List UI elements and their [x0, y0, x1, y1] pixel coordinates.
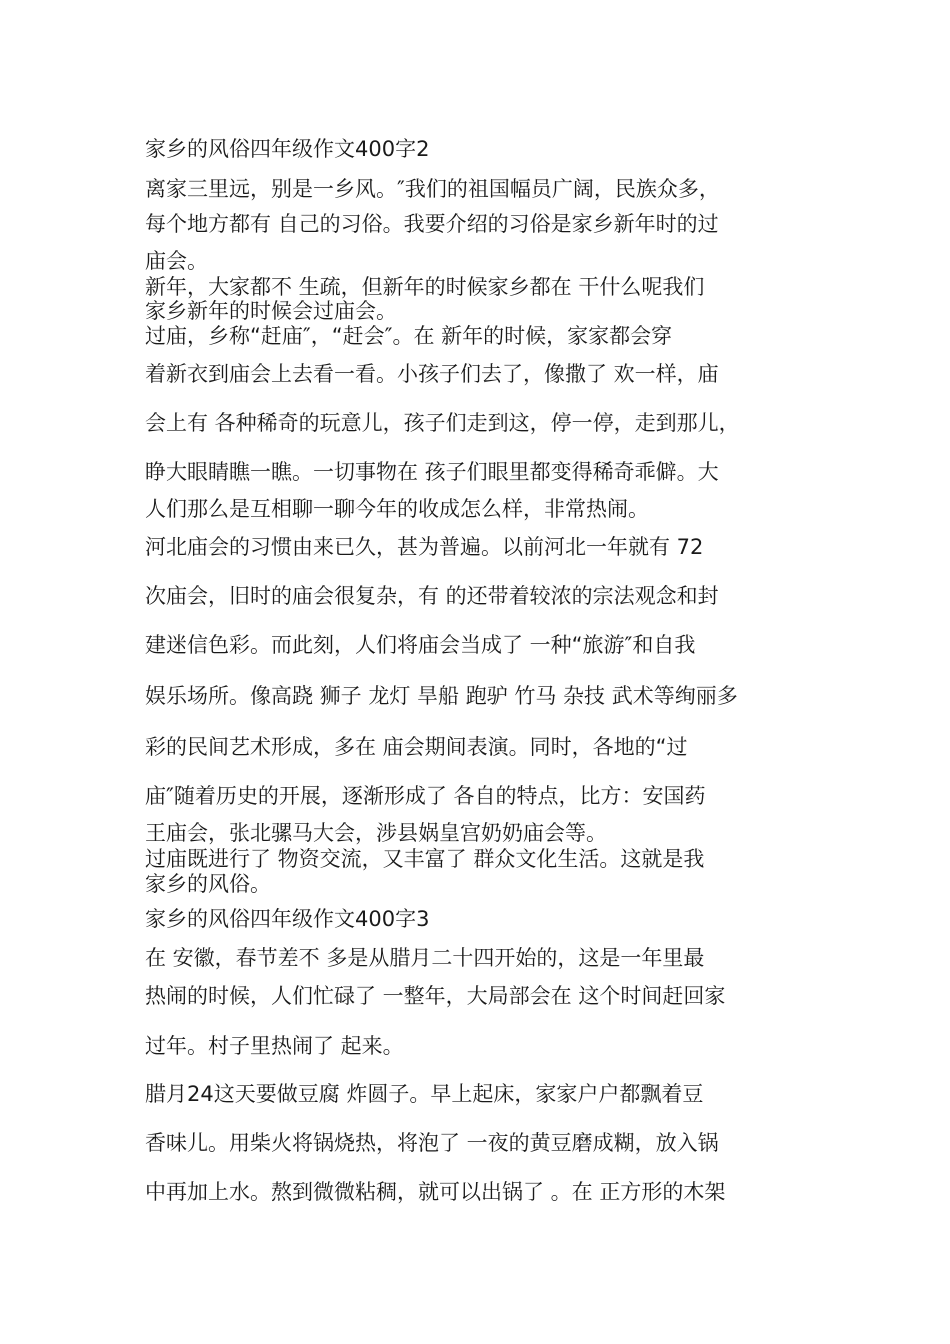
- text-line: 着新衣到庙会上去看一看。小孩子们去了，像撒了 欢一样，庙: [145, 362, 719, 386]
- text-line: 庙″随着历史的开展，逐渐形成了 各自的特点，比方：安国药: [145, 784, 706, 808]
- text-line: 在 安徽，春节差不 多是从腊月二十四开始的，这是一年里最: [145, 946, 705, 970]
- text-line: 腊月24这天要做豆腐 炸圆子。早上起床，家家户户都飘着豆: [145, 1082, 704, 1106]
- text-line: 庙会。: [145, 249, 208, 273]
- section-heading-2: 家乡的风俗四年级作文400字2: [145, 137, 430, 161]
- text-line: 香味儿。用柴火将锅烧热，将泡了 一夜的黄豆磨成糊，放入锅: [145, 1131, 719, 1155]
- text-line: 会上有 各种稀奇的玩意儿，孩子们走到这，停一停，走到那儿，: [145, 411, 740, 435]
- text-line: 彩的民间艺术形成，多在 庙会期间表演。同时，各地的“过: [145, 735, 688, 759]
- text-line: 建迷信色彩。而此刻，人们将庙会当成了 一种“旅游″和自我: [145, 633, 696, 657]
- text-line: 中再加上水。熬到微微粘稠，就可以出锅了 。在 正方形的木架: [145, 1180, 726, 1204]
- text-line: 新年，大家都不 生疏，但新年的时候家乡都在 干什么呢我们: [145, 275, 705, 299]
- text-line: 人们那么是互相聊一聊今年的收成怎么样，非常热闹。: [145, 497, 649, 521]
- text-line: 过庙，乡称“赶庙″，“赶会″。在 新年的时候，家家都会穿: [145, 324, 673, 348]
- text-line: 家乡的风俗。: [145, 872, 271, 896]
- text-line: 王庙会，张北骡马大会，涉县娲皇宫奶奶庙会等。: [145, 821, 607, 845]
- text-line: 河北庙会的习惯由来已久，甚为普遍。以前河北一年就有 72: [145, 535, 704, 559]
- text-line: 家乡新年的时候会过庙会。: [145, 299, 397, 323]
- text-line: 娱乐场所。像高跷 狮子 龙灯 旱船 跑驴 竹马 杂技 武术等绚丽多: [145, 684, 738, 708]
- section-heading-3: 家乡的风俗四年级作文400字3: [145, 907, 430, 931]
- text-line: 热闹的时候，人们忙碌了 一整年，大局部会在 这个时间赶回家: [145, 984, 726, 1008]
- text-line: 过年。村子里热闹了 起来。: [145, 1034, 404, 1058]
- text-line: 睁大眼睛瞧一瞧。一切事物在 孩子们眼里都变得稀奇乖僻。大: [145, 460, 719, 484]
- text-line: 过庙既进行了 物资交流，又丰富了 群众文化生活。这就是我: [145, 847, 705, 871]
- text-line: 离家三里远，别是一乡风。″我们的祖国幅员广阔，民族众多，: [145, 177, 720, 201]
- text-line: 每个地方都有 自己的习俗。我要介绍的习俗是家乡新年时的过: [145, 212, 719, 236]
- text-line: 次庙会，旧时的庙会很复杂，有 的还带着较浓的宗法观念和封: [145, 584, 719, 608]
